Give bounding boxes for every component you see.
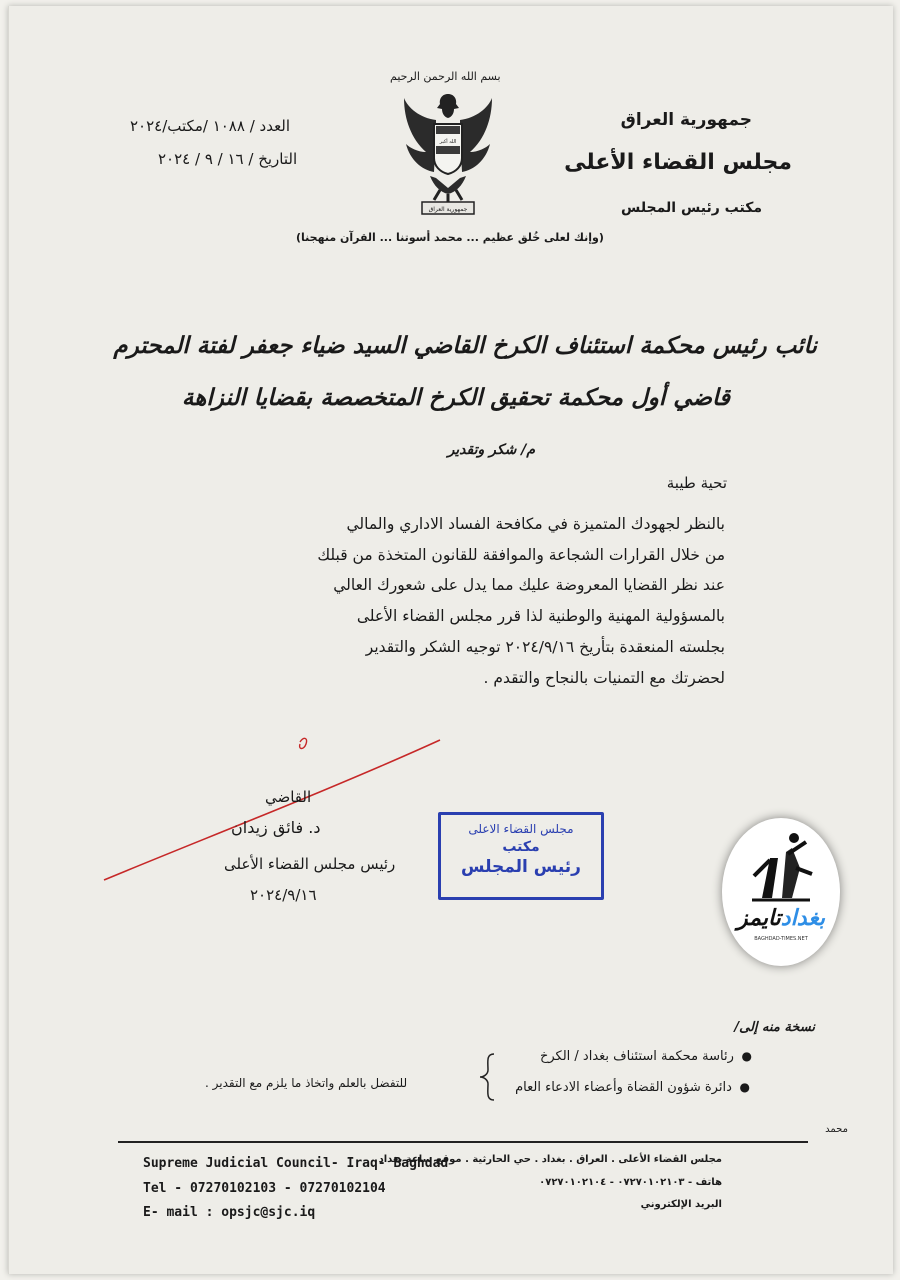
subject-line: م/ شكر وتقدير [447, 442, 535, 458]
bullet-icon: ● [731, 1080, 750, 1094]
logo-name [722, 906, 840, 931]
logo-name-part-2: تايمز [736, 906, 781, 931]
typist-initial: محمد [825, 1124, 848, 1135]
addressee-line-2: قاضي أول محكمة تحقيق الكرخ المتخصصة بقضايا النزاهة [181, 385, 730, 411]
footer-arabic-line: هاتف - ٠٧٢٧٠١٠٢١٠٣ - ٠٧٢٧٠١٠٢١٠٤ [539, 1177, 722, 1188]
copy-recipient [540, 1049, 752, 1064]
bullet-icon: ● [733, 1049, 752, 1063]
footer-arabic-line: مجلس القضاء الأعلى . العراق . بغداد . حي الحارثية . موقع ساعة بغداد [378, 1154, 722, 1165]
stamp-line-2: مكتب [502, 839, 540, 855]
republic-title: جمهورية العراق [620, 110, 752, 130]
body-line: بجلسته المنعقدة بتأريخ ٢٠٢٤/٩/١٦ توجيه الشكر والتقدير [365, 637, 725, 656]
footer-english-line: Supreme Judicial Council- Iraq- Baghdad [143, 1156, 449, 1171]
office-stamp [438, 812, 604, 900]
footer-english-line: E- mail : opsjc@sjc.iq [143, 1205, 316, 1220]
logo-figures-icon [742, 828, 820, 906]
body-line: لحضرتك مع التمنيات بالنجاح والتقدم . [483, 668, 725, 687]
letter-body [195, 509, 725, 693]
reference-date: التاريخ / ١٦ / ٩ / ٢٠٢٤ [158, 150, 298, 168]
stamp-line-3: رئيس المجلس [461, 857, 581, 877]
baghdad-times-logo [722, 818, 840, 966]
emblem-scroll-text: جمهورية العراق [428, 206, 468, 213]
basmala: بسم الله الرحمن الرحيم [390, 70, 501, 83]
signature-date: ٢٠٢٤/٩/١٦ [250, 886, 317, 904]
stamp-line-1: مجلس القضاء الاعلى [468, 822, 574, 836]
footer-english-line: Tel - 07270102103 - 07270102104 [143, 1181, 386, 1196]
signatory-name: د. فائق زيدان [231, 818, 321, 837]
body-line: بالمسؤولية المهنية والوطنية لذا قرر مجلس القضاء الأعلى [356, 607, 725, 626]
signatory-title: القاضي [265, 788, 312, 806]
footer-arabic-line: البريد الإلكتروني [640, 1199, 722, 1210]
office-title: مكتب رئيس المجلس [621, 200, 762, 216]
council-title: مجلس القضاء الأعلى [564, 150, 792, 175]
body-line: بالنظر لجهودك المتميزة في مكافحة الفساد الاداري والمالي [346, 515, 725, 533]
signatory-role: رئيس مجلس القضاء الأعلى [224, 855, 396, 873]
reference-number: العدد / ١٠٨٨ /مكتب/٢٠٢٤ [130, 117, 291, 135]
emblem-shield-text: الله أكبر [439, 139, 457, 145]
copy-recipient [515, 1080, 750, 1095]
curly-brace-icon [476, 1052, 498, 1102]
iraq-eagle-emblem [400, 90, 496, 222]
logo-name-part-1: بغداد [780, 906, 825, 931]
copies-note: للتفضل بالعلم واتخاذ ما يلزم مع التقدير . [205, 1076, 408, 1090]
addressee-line-1: نائب رئيس محكمة استئناف الكرخ القاضي السيد ضياء جعفر لفتة المحترم [113, 333, 817, 359]
copy-recipient-text: رئاسة محكمة استئناف بغداد / الكرخ [539, 1049, 734, 1064]
body-line: من خلال القرارات الشجاعة والموافقة للقانون المتخذة من قبلك [317, 545, 725, 564]
body-line: عند نظر القضايا المعروضة عليك مما يدل على شعورك العالي [333, 576, 725, 595]
greeting: تحية طيبة [666, 474, 727, 492]
logo-url: BAGHDAD-TIMES.NET [754, 936, 808, 942]
motto: (وإنك لعلى خُلق عظيم ... محمد أسوتنا ... القرآن منهجنا) [296, 231, 604, 244]
copy-recipient-text: دائرة شؤون القضاة وأعضاء الادعاء العام [515, 1080, 732, 1095]
copies-heading: نسخة منه إلى/ [734, 1020, 815, 1035]
footer-divider [118, 1141, 808, 1143]
